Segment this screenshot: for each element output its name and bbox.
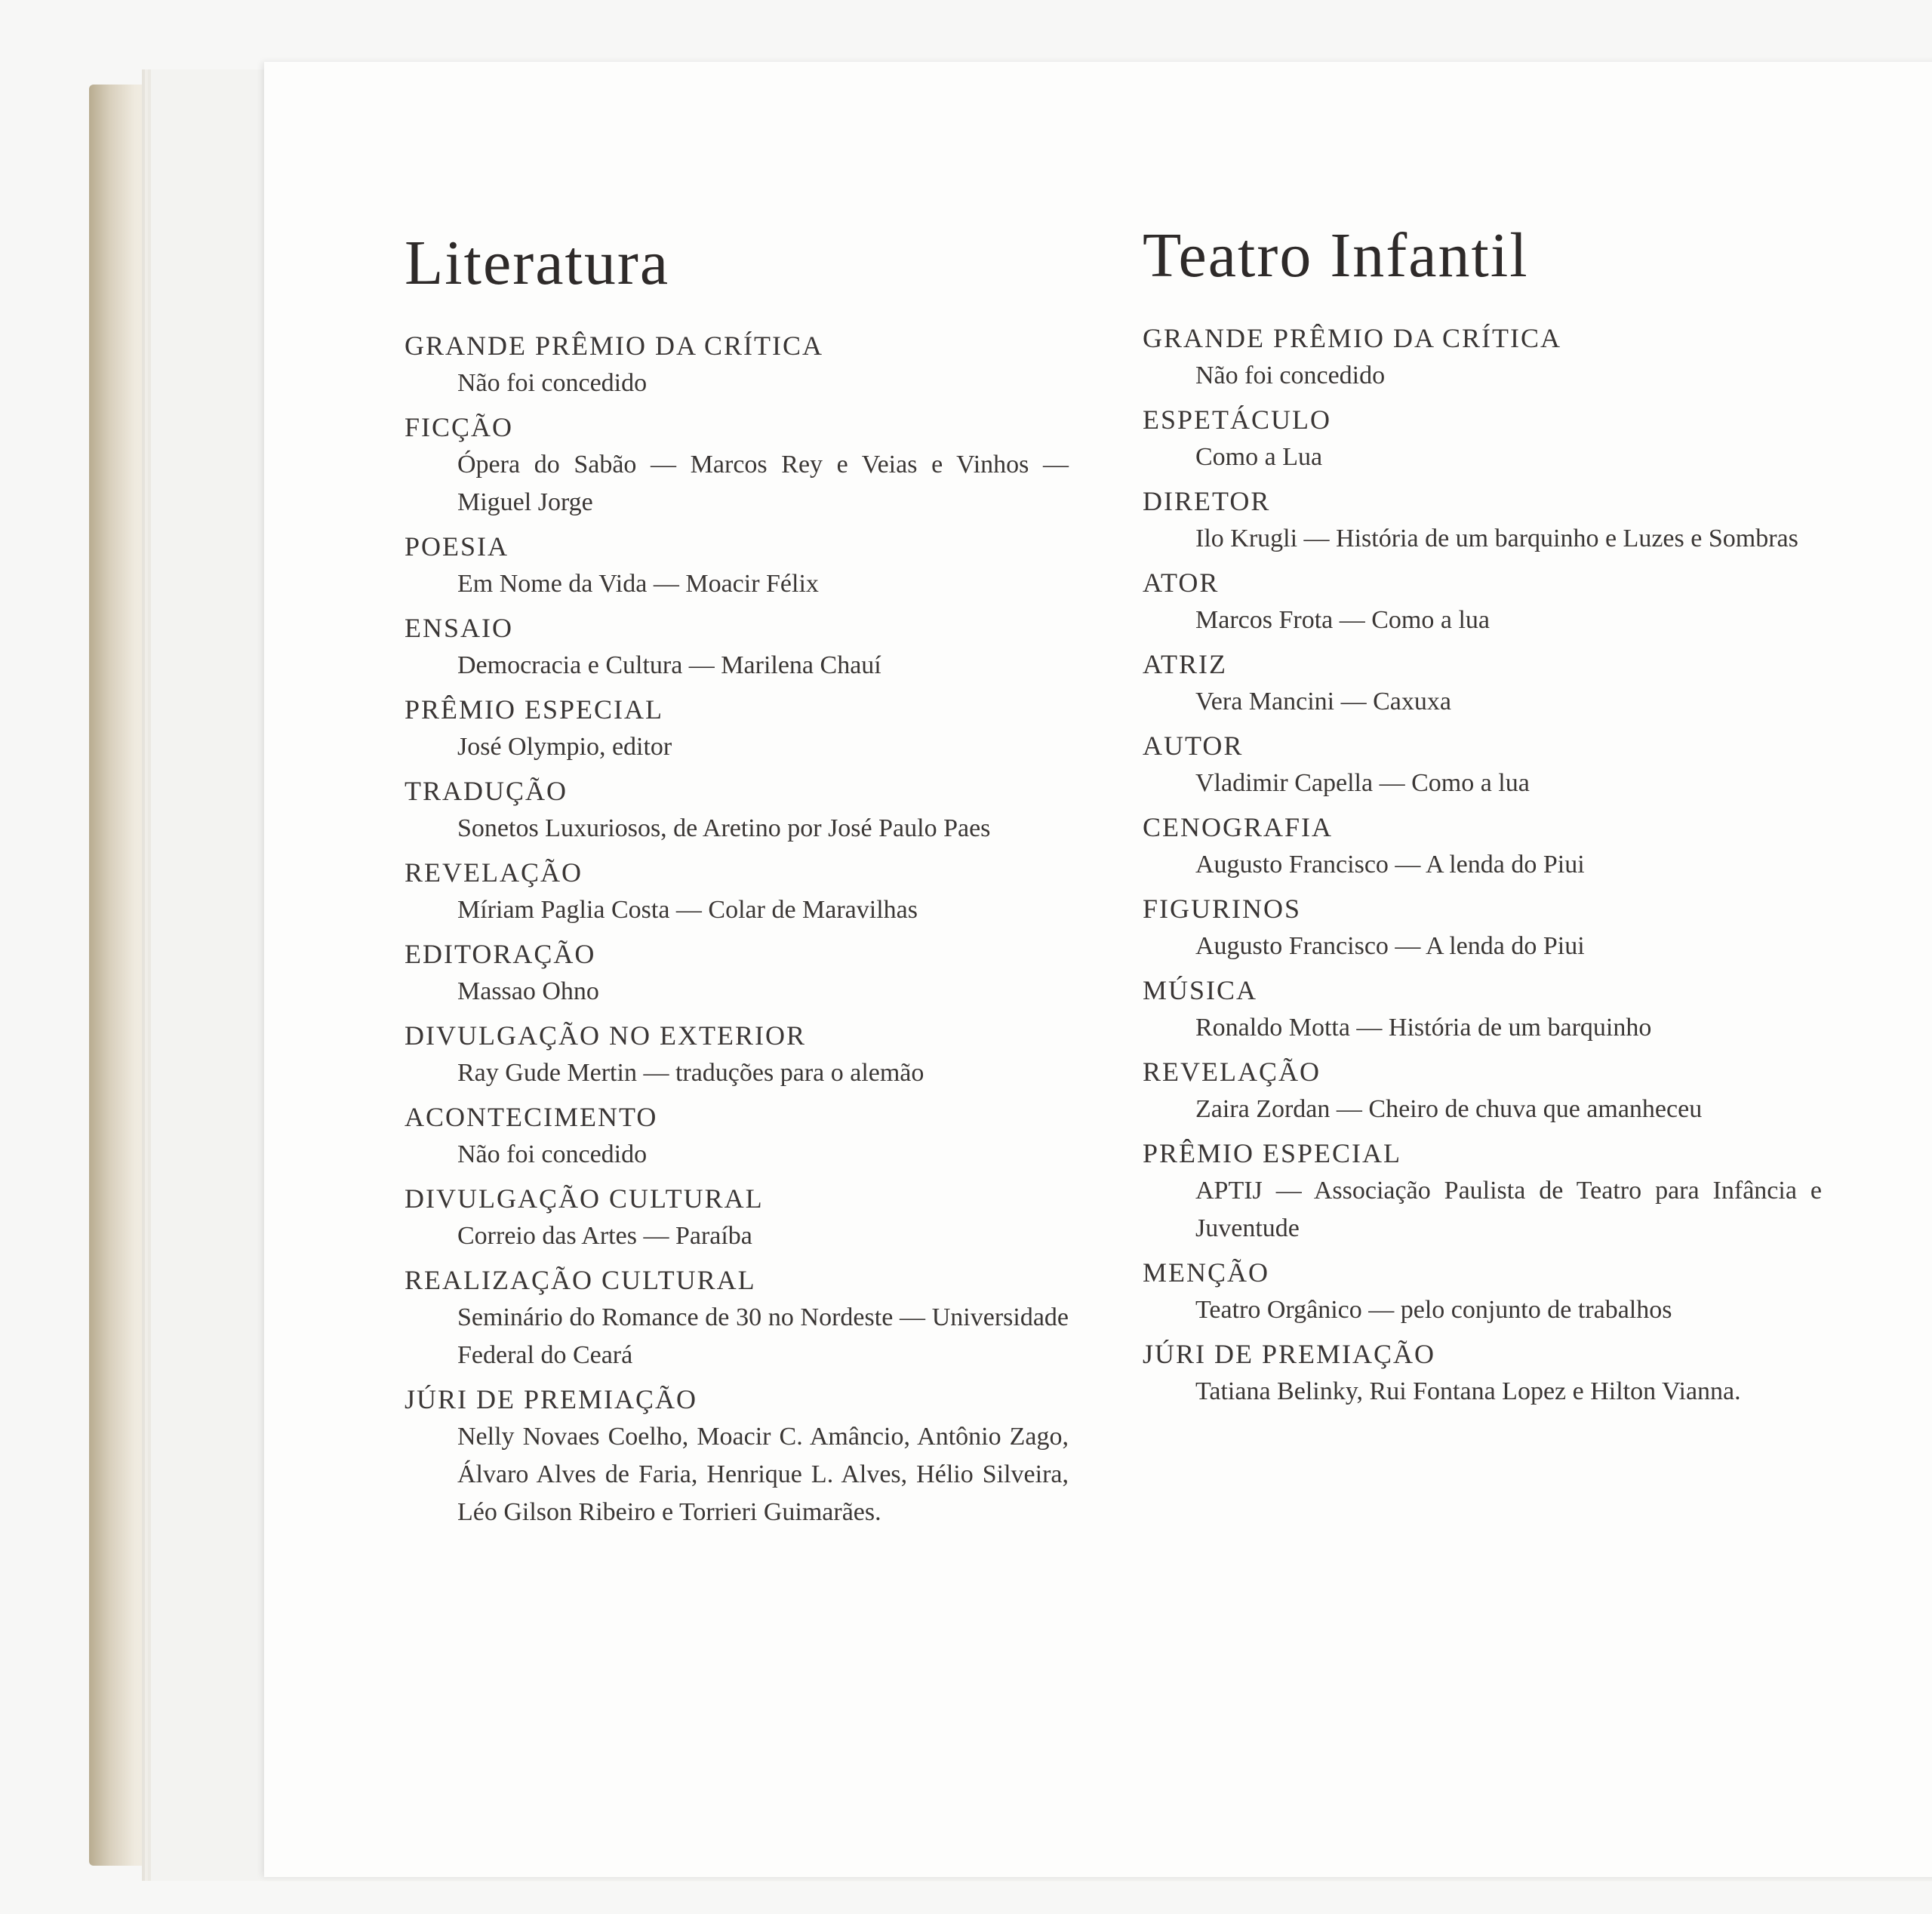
award-entry bbox=[405, 1180, 1069, 1261]
award-entry bbox=[405, 408, 1069, 528]
award-entry bbox=[405, 609, 1069, 691]
award-entry bbox=[1143, 401, 1822, 482]
award-category: MÚSICA bbox=[1143, 975, 1258, 1005]
award-winner: Como a Lua bbox=[1195, 443, 1323, 471]
award-entry bbox=[405, 935, 1069, 1017]
teatro-infantil-entries bbox=[1143, 319, 1822, 1417]
award-entry bbox=[405, 691, 1069, 772]
award-category: REVELAÇÃO bbox=[405, 857, 583, 888]
section-title-teatro-infantil: Teatro Infantil bbox=[1143, 220, 1529, 291]
award-entry bbox=[1143, 1254, 1822, 1335]
award-winner: Zaira Zordan — Cheiro de chuva que amanheceu bbox=[1195, 1095, 1703, 1123]
award-category: ENSAIO bbox=[405, 613, 513, 643]
teatro-infantil-column bbox=[1143, 219, 1822, 1417]
award-winner: Massao Ohno bbox=[457, 977, 599, 1005]
award-category: PRÊMIO ESPECIAL bbox=[405, 694, 664, 725]
award-winner: APTIJ — Associação Paulista de Teatro para Infância e Juventude bbox=[1195, 1177, 1822, 1242]
award-entry bbox=[1143, 1053, 1822, 1134]
award-category: ESPETÁCULO bbox=[1143, 405, 1332, 435]
award-entry bbox=[1143, 645, 1822, 727]
award-category: JÚRI DE PREMIAÇÃO bbox=[405, 1384, 698, 1414]
award-category: ACONTECIMENTO bbox=[405, 1102, 658, 1132]
award-entry bbox=[405, 327, 1069, 408]
literatura-column bbox=[405, 226, 1069, 1537]
award-entry bbox=[1143, 564, 1822, 645]
award-category: ATRIZ bbox=[1143, 649, 1227, 679]
award-entry bbox=[405, 854, 1069, 935]
award-winner: Não foi concedido bbox=[1195, 362, 1386, 389]
award-winner: Correio das Artes — Paraíba bbox=[457, 1222, 752, 1250]
award-category: FICÇÃO bbox=[405, 412, 514, 442]
award-winner: Teatro Orgânico — pelo conjunto de trabalhos bbox=[1195, 1296, 1672, 1324]
award-category: GRANDE PRÊMIO DA CRÍTICA bbox=[1143, 323, 1562, 353]
award-entry bbox=[1143, 482, 1822, 564]
award-winner: Vera Mancini — Caxuxa bbox=[1195, 688, 1451, 715]
award-winner: Marcos Frota — Como a lua bbox=[1195, 606, 1490, 634]
award-entry bbox=[1143, 1335, 1822, 1417]
award-winner: Em Nome da Vida — Moacir Félix bbox=[457, 570, 819, 598]
award-entry bbox=[405, 1380, 1069, 1537]
award-category: TRADUÇÃO bbox=[405, 776, 568, 806]
award-entry bbox=[405, 1261, 1069, 1380]
award-winner: Ilo Krugli — História de um barquinho e Luzes e Sombras bbox=[1195, 525, 1798, 552]
award-category: POESIA bbox=[405, 531, 509, 562]
award-winner: Ópera do Sabão — Marcos Rey e Veias e Vinhos — Miguel Jorge bbox=[457, 451, 1069, 516]
award-winner: Augusto Francisco — A lenda do Piui bbox=[1195, 932, 1585, 960]
literatura-entries bbox=[405, 327, 1069, 1537]
section-title-literatura: Literatura bbox=[405, 228, 670, 298]
award-winner: Não foi concedido bbox=[457, 369, 648, 397]
award-entry bbox=[1143, 727, 1822, 808]
award-entry bbox=[1143, 319, 1822, 401]
award-category: REALIZAÇÃO CULTURAL bbox=[405, 1265, 756, 1295]
award-entry bbox=[1143, 971, 1822, 1053]
award-category: DIVULGAÇÃO CULTURAL bbox=[405, 1183, 764, 1214]
award-category: AUTOR bbox=[1143, 731, 1244, 761]
award-winner: Ronaldo Motta — História de um barquinho bbox=[1195, 1014, 1652, 1042]
award-entry bbox=[405, 1017, 1069, 1098]
award-category: REVELAÇÃO bbox=[1143, 1057, 1321, 1087]
award-winner: José Olympio, editor bbox=[457, 733, 672, 761]
award-category: ATOR bbox=[1143, 568, 1220, 598]
award-category: PRÊMIO ESPECIAL bbox=[1143, 1138, 1402, 1168]
award-category: CENOGRAFIA bbox=[1143, 812, 1334, 842]
award-category: MENÇÃO bbox=[1143, 1257, 1270, 1288]
award-category: JÚRI DE PREMIAÇÃO bbox=[1143, 1339, 1436, 1369]
award-winner: Vladimir Capella — Como a lua bbox=[1195, 769, 1530, 797]
award-winner: Sonetos Luxuriosos, de Aretino por José Paulo Paes bbox=[457, 814, 991, 842]
award-entry bbox=[405, 1098, 1069, 1180]
award-category: EDITORAÇÃO bbox=[405, 939, 596, 969]
award-winner: Seminário do Romance de 30 no Nordeste — Universidade Federal do Ceará bbox=[457, 1303, 1069, 1369]
award-winner: Tatiana Belinky, Rui Fontana Lopez e Hilton Vianna. bbox=[1195, 1377, 1741, 1405]
award-category: DIVULGAÇÃO NO EXTERIOR bbox=[405, 1020, 806, 1051]
award-entry bbox=[1143, 808, 1822, 890]
award-category: DIRETOR bbox=[1143, 486, 1271, 516]
award-entry bbox=[405, 772, 1069, 854]
award-category: GRANDE PRÊMIO DA CRÍTICA bbox=[405, 331, 824, 361]
award-winner: Augusto Francisco — A lenda do Piui bbox=[1195, 851, 1585, 879]
award-category: FIGURINOS bbox=[1143, 894, 1302, 924]
award-winner: Não foi concedido bbox=[457, 1140, 648, 1168]
award-entry bbox=[1143, 1134, 1822, 1254]
award-entry bbox=[405, 528, 1069, 609]
award-winner: Míriam Paglia Costa — Colar de Maravilhas bbox=[457, 896, 918, 924]
award-winner: Nelly Novaes Coelho, Moacir C. Amâncio, Antônio Zago, Álvaro Alves de Faria, Henrique L. Alves, Hélio Silveira, Léo Gilson Ribeiro e Torrieri Guimarães. bbox=[457, 1423, 1069, 1526]
award-entry bbox=[1143, 890, 1822, 971]
award-winner: Ray Gude Mertin — traduções para o alemão bbox=[457, 1059, 924, 1087]
award-winner: Democracia e Cultura — Marilena Chauí bbox=[457, 651, 881, 679]
